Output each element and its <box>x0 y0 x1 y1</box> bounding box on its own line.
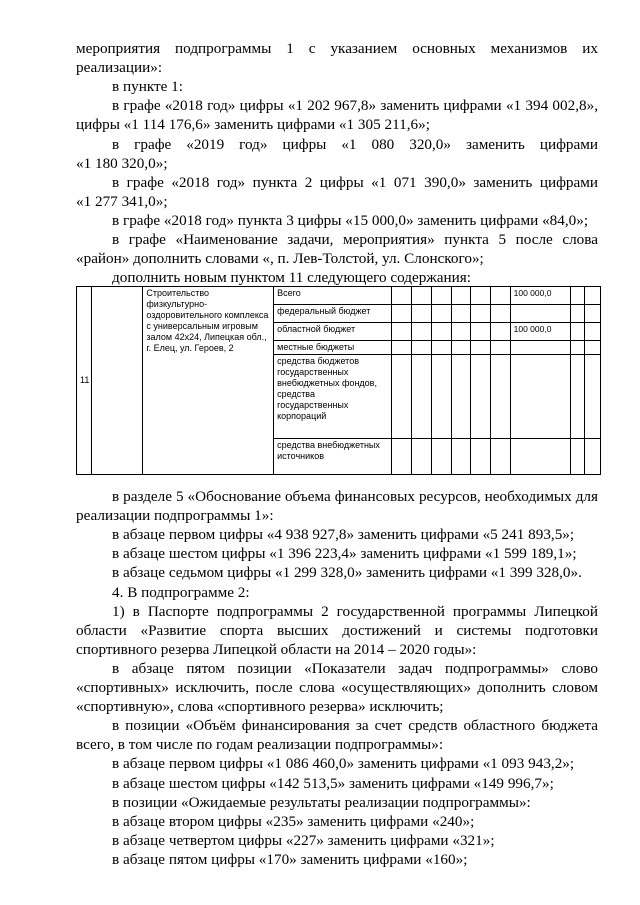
text-line: 1) в Паспорте подпрограммы 2 государственной программы Липецкой <box>112 602 598 620</box>
empty-cell <box>451 305 471 323</box>
empty-cell <box>585 305 601 323</box>
empty-cell <box>471 287 491 305</box>
text-line: «спортивных» исключить, после слова «осуществляющих» дополнить словом <box>76 679 598 696</box>
funding-amount <box>510 341 570 355</box>
text-line: цифры «1 114 176,6» заменить цифрами «1 305 211,6»; <box>76 116 430 134</box>
text-line: «1 277 341,0»; <box>76 192 168 210</box>
text-line: в абзаце шестом цифры «142 513,5» заменить цифрами «149 996,7»; <box>112 774 554 792</box>
text-line: спортивного резерва Липецкой области на 2014 – 2020 годы»: <box>76 640 477 658</box>
text-line: в пункте 1: <box>112 78 183 96</box>
row-number: 11 <box>77 287 92 475</box>
text-line: «спортивную», слова «спортивного резерва» исключить; <box>76 698 444 716</box>
empty-cell <box>392 438 412 474</box>
empty-cell <box>490 305 510 323</box>
funding-source-label: местные бюджеты <box>274 341 392 355</box>
empty-cell <box>471 341 491 355</box>
empty-cell <box>490 323 510 341</box>
empty-cell <box>585 323 601 341</box>
empty-cell <box>451 438 471 474</box>
empty-cell <box>431 341 451 355</box>
empty-cell <box>412 305 432 323</box>
empty-cell <box>570 287 585 305</box>
empty-cell <box>585 355 601 438</box>
text-line: в графе «2018 год» пункта 3 цифры «15 000,0» заменить цифрами «84,0»; <box>112 211 589 229</box>
empty-cell <box>471 355 491 438</box>
funding-amount <box>510 438 570 474</box>
text-line: в абзаце четвертом цифры «227» заменить цифрами «321»; <box>112 831 495 849</box>
empty-cell <box>431 287 451 305</box>
funding-source-label: средства внебюджетных источников <box>274 438 392 474</box>
text-line: реализации»: <box>76 59 163 77</box>
funding-amount <box>510 305 570 323</box>
empty-cell <box>392 305 412 323</box>
empty-cell <box>431 323 451 341</box>
empty-cell <box>585 341 601 355</box>
funding-source-label: областной бюджет <box>274 323 392 341</box>
funding-source-label: средства бюджетов государственных внебюджетных фондов, средства государственных корпораций <box>274 355 392 438</box>
empty-cell <box>412 355 432 438</box>
empty-cell <box>392 341 412 355</box>
empty-cell <box>412 341 432 355</box>
text-line: в разделе 5 «Обоснование объема финансовых ресурсов, необходимых для <box>112 488 598 505</box>
text-line: 4. В подпрограмме 2: <box>112 583 250 601</box>
text-line: «1 180 320,0»; <box>76 154 168 172</box>
text-line: в графе «2019 год» цифры «1 080 320,0» заменить цифрами <box>112 135 598 153</box>
empty-cell <box>392 355 412 438</box>
funding-amount: 100 000,0 <box>510 323 570 341</box>
text-line: в абзаце пятом цифры «170» заменить цифрами «160»; <box>112 850 468 868</box>
empty-cell <box>585 287 601 305</box>
text-line: мероприятия подпрограммы 1 с указанием основных механизмов их <box>76 40 598 57</box>
text-line: в абзаце первом цифры «4 938 927,8» заменить цифрами «5 241 893,5»; <box>112 526 575 544</box>
subprogram-table <box>76 286 601 475</box>
text-line: в графе «Наименование задачи, мероприятия» пункта 5 после слова <box>112 231 598 248</box>
text-line: в абзаце первом цифры «1 086 460,0» заменить цифрами «1 093 943,2»; <box>112 755 575 773</box>
funding-amount <box>510 355 570 438</box>
empty-cell <box>412 323 432 341</box>
text-line: в позиции «Ожидаемые результаты реализации подпрограммы»: <box>112 793 531 811</box>
empty-cell <box>392 287 412 305</box>
empty-cell <box>451 287 471 305</box>
funding-amount: 100 000,0 <box>510 287 570 305</box>
empty-cell <box>570 341 585 355</box>
empty-cell <box>490 355 510 438</box>
text-line: в позиции «Объём финансирования за счет средств областного бюджета <box>112 717 598 735</box>
empty-cell <box>490 287 510 305</box>
funding-source-label: Всего <box>274 287 392 305</box>
text-line: всего, в том числе по годам реализации подпрограммы»: <box>76 736 444 754</box>
text-line: в графе «2018 год» пункта 2 цифры «1 071 390,0» заменить цифрами <box>112 173 598 191</box>
text-line: области «Развитие спорта высших достижений и системы подготовки <box>76 621 598 639</box>
empty-cell <box>451 323 471 341</box>
empty-cell <box>392 323 412 341</box>
text-line: в графе «2018 год» цифры «1 202 967,8» заменить цифрами «1 394 002,8», <box>112 97 598 115</box>
text-line: реализации подпрограммы 1»: <box>76 507 274 525</box>
empty-cell <box>91 287 143 475</box>
funding-source-label: федеральный бюджет <box>274 305 392 323</box>
text-line: в абзаце седьмом цифры «1 299 328,0» заменить цифрами «1 399 328,0». <box>112 564 582 582</box>
empty-cell <box>490 438 510 474</box>
empty-cell <box>412 438 432 474</box>
text-line: в абзаце втором цифры «235» заменить цифрами «240»; <box>112 812 475 830</box>
table-row <box>77 287 601 305</box>
empty-cell <box>471 323 491 341</box>
empty-cell <box>451 355 471 438</box>
empty-cell <box>451 341 471 355</box>
text-line: в абзаце шестом цифры «1 396 223,4» заменить цифрами «1 599 189,1»; <box>112 545 577 563</box>
text-line: дополнить новым пунктом 11 следующего содержания: <box>112 269 471 287</box>
empty-cell <box>570 355 585 438</box>
text-line: «район» дополнить словами «, п. Лев-Толстой, ул. Слонского»; <box>76 250 484 268</box>
empty-cell <box>490 341 510 355</box>
empty-cell <box>570 438 585 474</box>
empty-cell <box>585 438 601 474</box>
empty-cell <box>431 355 451 438</box>
empty-cell <box>412 287 432 305</box>
empty-cell <box>471 305 491 323</box>
empty-cell <box>570 323 585 341</box>
measure-title: Строительство физкультурно-оздоровительного комплекса с универсальным игровым залом 42х24, Липецкая обл., г. Елец, ул. Героев, 2 <box>143 287 274 475</box>
empty-cell <box>431 438 451 474</box>
empty-cell <box>570 305 585 323</box>
empty-cell <box>471 438 491 474</box>
empty-cell <box>431 305 451 323</box>
text-line: в абзаце пятом позиции «Показатели задач подпрограммы» слово <box>112 659 598 677</box>
